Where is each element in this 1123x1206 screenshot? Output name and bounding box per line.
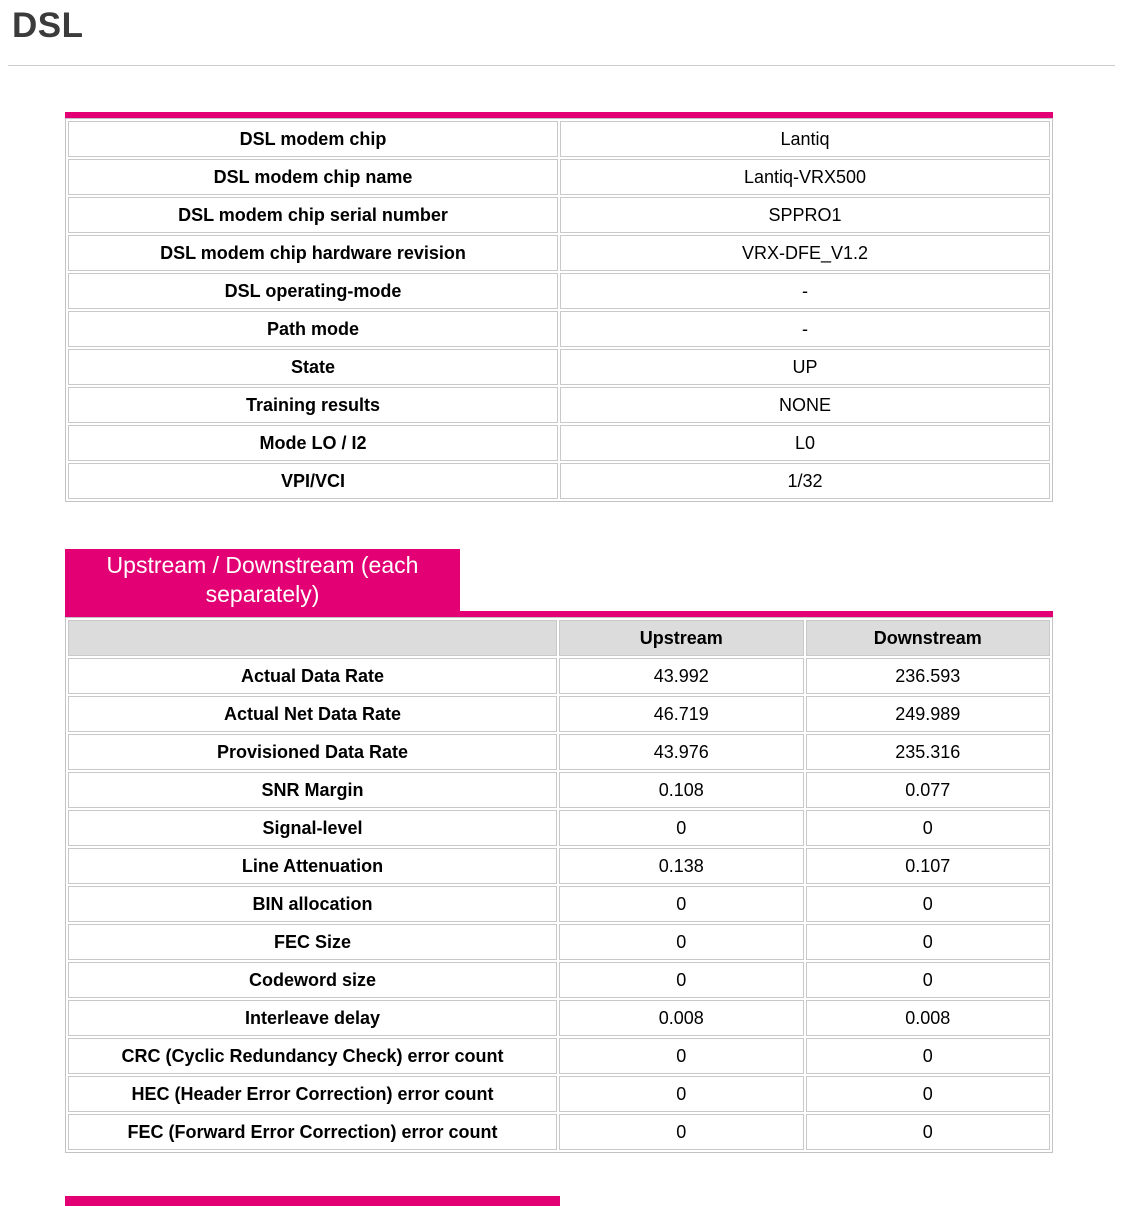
- table-row: [68, 463, 1050, 499]
- row-value: -: [560, 311, 1050, 347]
- modem-info-section: [65, 112, 1053, 502]
- downstream-value: 235.316: [806, 734, 1051, 770]
- table-row: [68, 273, 1050, 309]
- title-divider: [8, 65, 1115, 66]
- row-label: DSL operating-mode: [68, 273, 558, 309]
- row-label: Path mode: [68, 311, 558, 347]
- table-row: [68, 772, 1050, 808]
- downstream-value: 0: [806, 1114, 1051, 1150]
- stream-stats-table: [65, 617, 1053, 1153]
- row-label: SNR Margin: [68, 772, 557, 808]
- upstream-value: 0: [559, 1076, 804, 1112]
- downstream-value: 0.008: [806, 1000, 1051, 1036]
- row-label: FEC Size: [68, 924, 557, 960]
- downstream-value: 0: [806, 810, 1051, 846]
- table-row: [68, 886, 1050, 922]
- upstream-value: 0: [559, 962, 804, 998]
- row-label: DSL modem chip name: [68, 159, 558, 195]
- upstream-value: 0: [559, 810, 804, 846]
- table-row: [68, 425, 1050, 461]
- table-row: [68, 696, 1050, 732]
- page-title: DSL: [12, 6, 84, 45]
- row-label: BIN allocation: [68, 886, 557, 922]
- row-value: NONE: [560, 387, 1050, 423]
- table-row: [68, 1076, 1050, 1112]
- row-value: UP: [560, 349, 1050, 385]
- row-label: DSL modem chip: [68, 121, 558, 157]
- row-value: 1/32: [560, 463, 1050, 499]
- column-header-upstream: Upstream: [559, 620, 804, 656]
- stream-stats-section: [65, 549, 1053, 1153]
- downstream-value: 249.989: [806, 696, 1051, 732]
- downstream-value: 236.593: [806, 658, 1051, 694]
- upstream-value: 46.719: [559, 696, 804, 732]
- table-row: [68, 1038, 1050, 1074]
- table-row: [68, 197, 1050, 233]
- column-header-downstream: Downstream: [806, 620, 1051, 656]
- row-label: HEC (Header Error Correction) error count: [68, 1076, 557, 1112]
- row-label: Actual Data Rate: [68, 658, 557, 694]
- row-value: Lantiq: [560, 121, 1050, 157]
- table-row: [68, 349, 1050, 385]
- row-label: DSL modem chip serial number: [68, 197, 558, 233]
- table-row: [68, 159, 1050, 195]
- table-row: [68, 1000, 1050, 1036]
- row-label: Interleave delay: [68, 1000, 557, 1036]
- row-value: SPPRO1: [560, 197, 1050, 233]
- row-label: Signal-level: [68, 810, 557, 846]
- modem-info-table: [65, 118, 1053, 502]
- upstream-value: 0: [559, 1038, 804, 1074]
- row-label: FEC (Forward Error Correction) error count: [68, 1114, 557, 1150]
- row-value: L0: [560, 425, 1050, 461]
- row-label: DSL modem chip hardware revision: [68, 235, 558, 271]
- row-label: Line Attenuation: [68, 848, 557, 884]
- row-label: Mode LO / I2: [68, 425, 558, 461]
- upstream-value: 0.008: [559, 1000, 804, 1036]
- downstream-value: 0: [806, 1038, 1051, 1074]
- downstream-value: 0.077: [806, 772, 1051, 808]
- row-value: -: [560, 273, 1050, 309]
- table-row: [68, 962, 1050, 998]
- stream-section-tab: [65, 549, 460, 611]
- table-row: [68, 734, 1050, 770]
- downstream-value: 0: [806, 962, 1051, 998]
- table-row: [68, 658, 1050, 694]
- table-row: [68, 311, 1050, 347]
- upstream-value: 43.976: [559, 734, 804, 770]
- row-label: Provisioned Data Rate: [68, 734, 557, 770]
- table-row: [68, 121, 1050, 157]
- table-row: [68, 387, 1050, 423]
- downstream-value: 0: [806, 886, 1051, 922]
- upstream-value: 0.108: [559, 772, 804, 808]
- main-content: [65, 112, 1053, 1153]
- row-label: Actual Net Data Rate: [68, 696, 557, 732]
- row-label: Training results: [68, 387, 558, 423]
- column-header-empty: [68, 620, 557, 656]
- upstream-value: 0: [559, 886, 804, 922]
- upstream-value: 0.138: [559, 848, 804, 884]
- row-value: Lantiq-VRX500: [560, 159, 1050, 195]
- row-label: [68, 1038, 557, 1074]
- downstream-value: 0.107: [806, 848, 1051, 884]
- table-row: [68, 1114, 1050, 1150]
- table-header-row: [68, 620, 1050, 656]
- table-row: [68, 810, 1050, 846]
- stream-section-tab-label: Upstream / Downstream (each separately): [106, 552, 419, 607]
- row-label: VPI/VCI: [68, 463, 558, 499]
- downstream-value: 0: [806, 924, 1051, 960]
- table-row: [68, 924, 1050, 960]
- table-row: [68, 848, 1050, 884]
- upstream-value: 0: [559, 1114, 804, 1150]
- row-label-text: CRC (Cyclic Redundancy Check) error count: [121, 1046, 504, 1066]
- downstream-value: 0: [806, 1076, 1051, 1112]
- next-section-tab-partial: [65, 1196, 560, 1206]
- upstream-value: 43.992: [559, 658, 804, 694]
- upstream-value: 0: [559, 924, 804, 960]
- table-row: [68, 235, 1050, 271]
- row-value: VRX-DFE_V1.2: [560, 235, 1050, 271]
- row-label: Codeword size: [68, 962, 557, 998]
- row-label: State: [68, 349, 558, 385]
